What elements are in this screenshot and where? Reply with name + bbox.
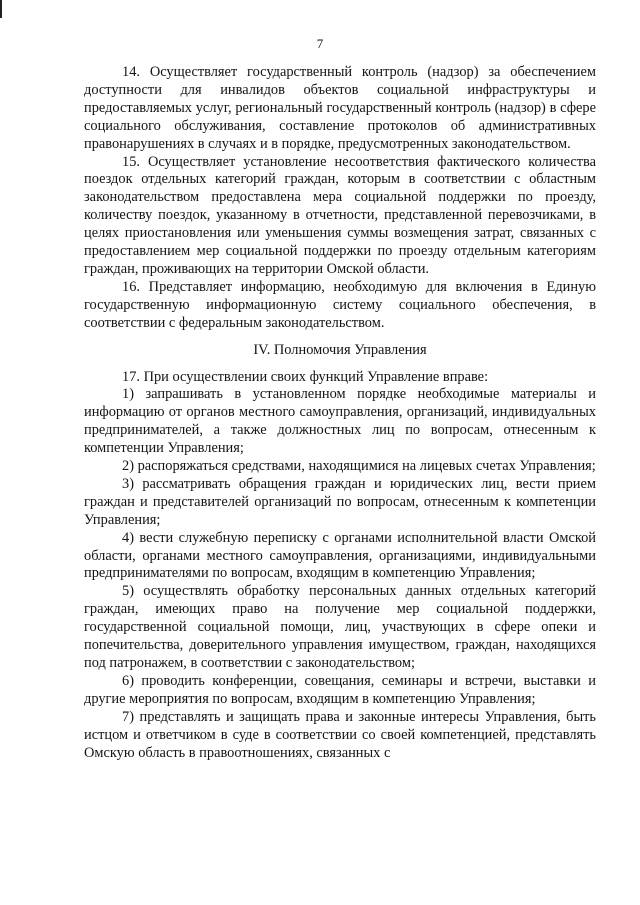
- list-item: 2) распоряжаться средствами, находящимися на лицевых счетах Управления;: [122, 458, 596, 475]
- paragraph-16: 16. Представляет информацию, необходимую для включения в Единую государственную информационную систему социального обеспечения, в соответствии с федеральным законодательством.: [84, 278, 596, 331]
- paragraph-14: 14. Осуществляет государственный контроль (надзор) за обеспечением доступности для инвалидов объектов социальной инфраструктуры и предоставляемых услуг, региональный государственный контроль (надзор) в сфере социального обслуживания, составление протоколов об административных правонарушениях в случаях и в порядке, предусмотренных законодательством.: [84, 64, 596, 152]
- list-item: 3) рассматривать обращения граждан и юридических лиц, вести прием граждан и представителей организаций по вопросам, отнесенным к компетенции Управления;: [84, 475, 596, 528]
- section-heading: IV. Полномочия Управления: [253, 341, 427, 358]
- scan-edge-mark: [0, 0, 2, 18]
- list-item: 6) проводить конференции, совещания, семинары и встречи, выставки и другие мероприятия по вопросам, входящим в компетенцию Управления;: [84, 672, 596, 707]
- list-item: 4) вести служебную переписку с органами исполнительной власти Омской области, органами местного самоуправления, организациями, индивидуальными предпринимателями по вопросам, входящим в компетенцию Управления;: [84, 529, 596, 582]
- list-item: 7) представлять и защищать права и законные интересы Управления, быть истцом и ответчиком в суде в соответствии со своей компетенцией, представлять Омскую область в правоотношениях, связанных с: [84, 708, 596, 761]
- list-item: 5) осуществлять обработку персональных данных отдельных категорий граждан, имеющих право на получение мер социальной поддержки, государственной социальной помощи, лиц, участвующих в сфере опеки и попечительства, доверительного управления имуществом, граждан, находящихся под патронажем, в соответствии с законодательством;: [84, 583, 596, 671]
- document-body: [84, 64, 596, 762]
- paragraph-17-intro: 17. При осуществлении своих функций Управление вправе:: [122, 368, 489, 385]
- paragraph-15: 15. Осуществляет установление несоответствия фактического количества поездок отдельных категорий граждан, которым в соответствии с областным законодательством предоставлена мера социальной поддержки по проезду, количеству поездок, указанному в отчетности, представленной перевозчиками, в целях приостановления или уменьшения суммы возмещения затрат, связанных с предоставлением мер социальной поддержки по проезду отдельным категориям граждан, проживающих на территории Омской области.: [84, 153, 596, 277]
- list-item: 1) запрашивать в установленном порядке необходимые материалы и информацию от органов местного самоуправления, организаций, индивидуальных предпринимателей, а также должностных лиц по вопросам, отнесенным к компетенции Управления;: [84, 386, 596, 457]
- page-number: 7: [316, 36, 324, 51]
